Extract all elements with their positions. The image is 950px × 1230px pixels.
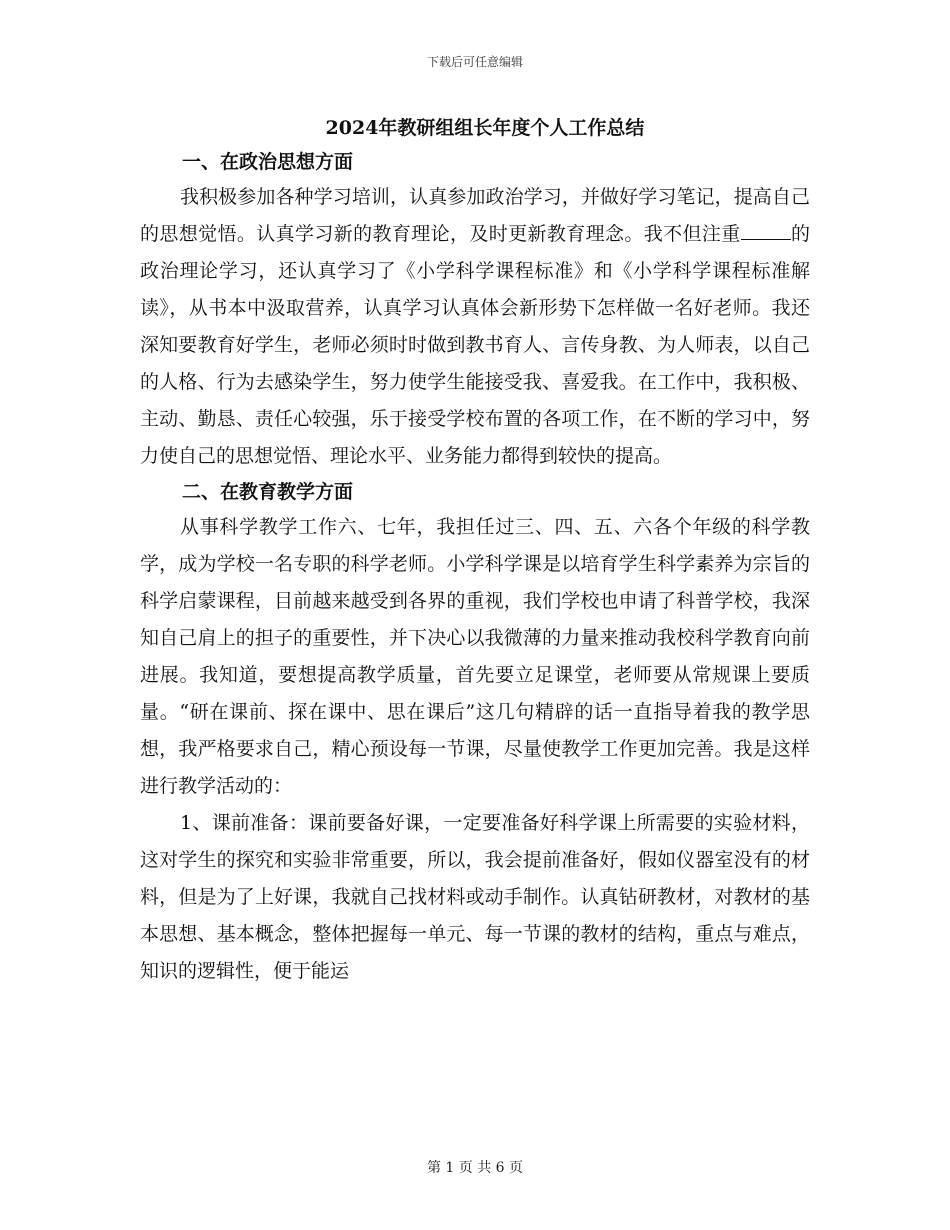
- paragraph-politics-part2: 的政治理论学习，还认真学习了《小学科学课程标准》和《小学科学课程标准解读》，从书本中汲取营养，认真学习认真体会新形势下怎样做一名好老师。我还深知要教育好学生，老师必须时时做到教书育人、言传身教、为人师表，以自己的人格、行为去感染学生，努力使学生能接受我、喜爱我。在工作中，我积极、主动、勤恳、责任心较强，乐于接受学校布置的各项工作，在不断的学习中，努力使自己的思想觉悟、理论水平、业务能力都得到较快的提高。: [140, 223, 810, 467]
- paragraph-teaching-intro: 从事科学教学工作六、七年，我担任过三、四、五、六各个年级的科学教学，成为学校一名专职的科学老师。小学科学课是以培育学生科学素养为宗旨的科学启蒙课程，目前越来越受到各界的重视，我们学校也申请了科普学校，我深知自己肩上的担子的重要性，并下决心以我微薄的力量来推动我校科学教育向前进展。我知道，要想提高教学质量，首先要立足课堂，老师要从常规课上要质量。“研在课前、探在课中、思在课后”这几句精辟的话一直指导着我的教学思想，我严格要求自己，精心预设每一节课，尽量使教学工作更加完善。我是这样进行教学活动的：: [140, 516, 810, 797]
- paragraph-politics-part1: 我积极参加各种学习培训，认真参加政治学习，并做好学习笔记，提高自己的思想觉悟。认真学习新的教育理论，及时更新教育理念。我不但注重: [140, 186, 810, 245]
- document-body: [140, 113, 810, 990]
- page-footer: 第 1 页 共 6 页: [426, 1160, 524, 1176]
- document-title: 2024年教研组组长年度个人工作总结: [325, 117, 645, 139]
- fill-in-blank: [741, 238, 791, 240]
- header-note: 下载后可任意编辑: [426, 55, 523, 69]
- section-heading-politics: 一、在政治思想方面: [182, 151, 354, 173]
- section-heading-teaching: 二、在教育教学方面: [182, 481, 354, 503]
- paragraph-lesson-prep: 1、课前准备：课前要备好课，一定要准备好科学课上所需要的实验材料，这对学生的探究和实验非常重要，所以，我会提前准备好，假如仪器室没有的材料，但是为了上好课，我就自己找材料或动手制作。认真钻研教材，对教材的基本思想、基本概念，整体把握每一单元、每一节课的教材的结构，重点与难点，知识的逻辑性，便于能运: [140, 812, 810, 982]
- paragraph-politics: [140, 179, 810, 475]
